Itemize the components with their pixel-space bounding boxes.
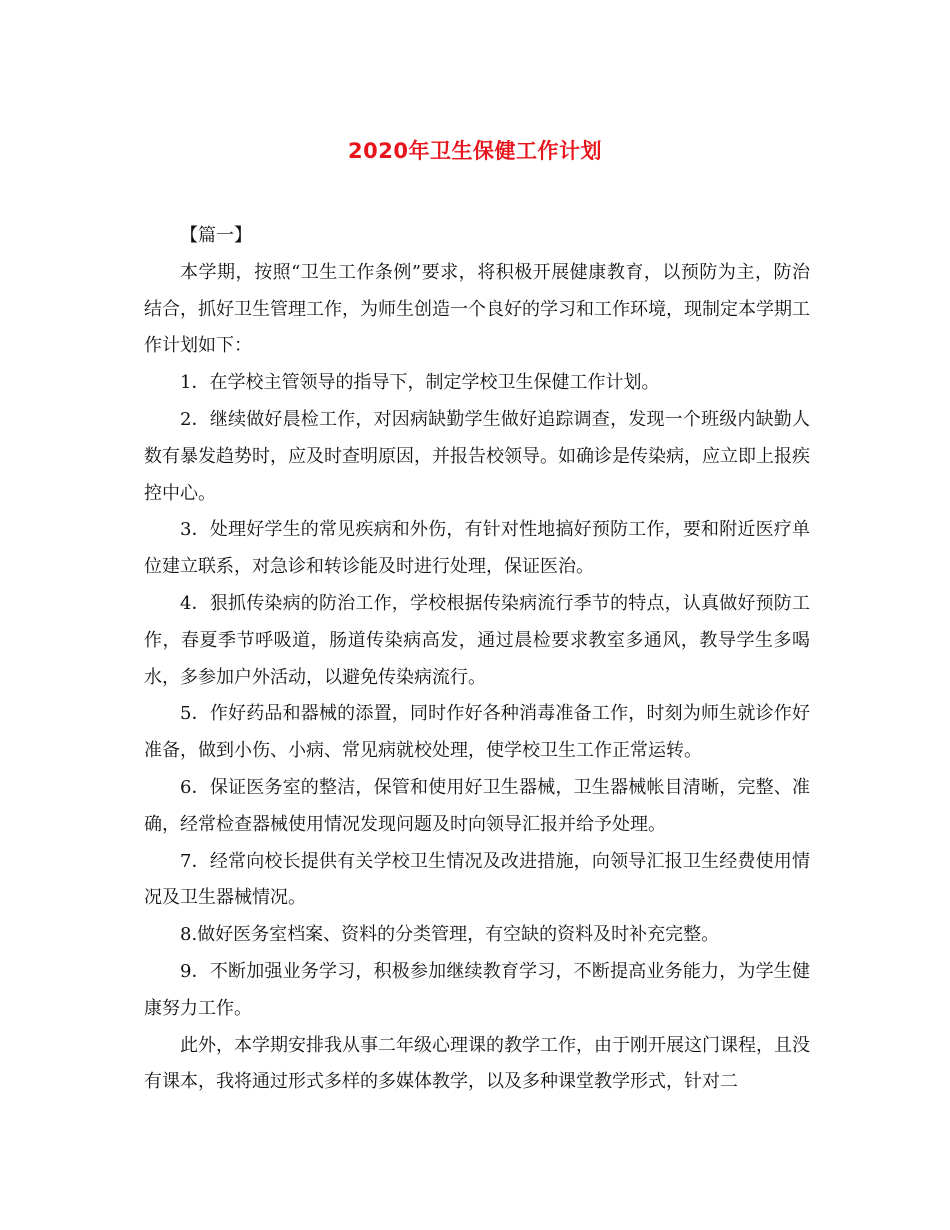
plan-item-1: 1．在学校主管领导的指导下，制定学校卫生保健工作计划。 (180, 372, 660, 394)
plan-item-3: 3．处理好学生的常见疾病和外伤，有针对性地搞好预防工作，要和附近医疗单位建立联系，对急诊和转诊能及时进行处理，保证医治。 (144, 519, 810, 578)
document-title: 2020年卫生保健工作计划 (348, 139, 602, 163)
intro-paragraph: 本学期，按照“卫生工作条例”要求，将积极开展健康教育，以预防为主，防治结合，抓好卫生管理工作，为师生创造一个良好的学习和工作环境，现制定本学期工作计划如下： (144, 261, 810, 357)
plan-item-4: 4．狠抓传染病的防治工作，学校根据传染病流行季节的特点，认真做好预防工作，春夏季节呼吸道，肠道传染病高发，通过晨检要求教室多通风，教导学生多喝水，多参加户外活动，以避免传染病流行。 (144, 592, 810, 688)
plan-item-9: 9．不断加强业务学习，积极参加继续教育学习，不断提高业务能力，为学生健康努力工作。 (144, 960, 810, 1019)
section-heading: 【篇一】 (180, 225, 252, 246)
document-body (144, 218, 810, 1101)
plan-item-6: 6．保证医务室的整洁，保管和使用好卫生器械，卫生器械帐目清晰，完整、准确，经常检查器械使用情况发现问题及时向领导汇报并给予处理。 (144, 776, 810, 835)
plan-item-7: 7．经常向校长提供有关学校卫生情况及改进措施，向领导汇报卫生经费使用情况及卫生器械情况。 (144, 850, 810, 909)
plan-item-8: 8.做好医务室档案、资料的分类管理，有空缺的资料及时补充完整。 (180, 924, 720, 946)
closing-paragraph: 此外，本学期安排我从事二年级心理课的教学工作，由于刚开展这门课程，且没有课本，我将通过形式多样的多媒体教学，以及多种课堂教学形式，针对二 (144, 1034, 810, 1093)
plan-item-5: 5．作好药品和器械的添置，同时作好各种消毒准备工作，时刻为师生就诊作好准备，做到小伤、小病、常见病就校处理，使学校卫生工作正常运转。 (144, 703, 810, 762)
plan-item-2: 2．继续做好晨检工作，对因病缺勤学生做好追踪调查，发现一个班级内缺勤人数有暴发趋势时，应及时查明原因，并报告校领导。如确诊是传染病，应立即上报疾控中心。 (144, 408, 810, 504)
